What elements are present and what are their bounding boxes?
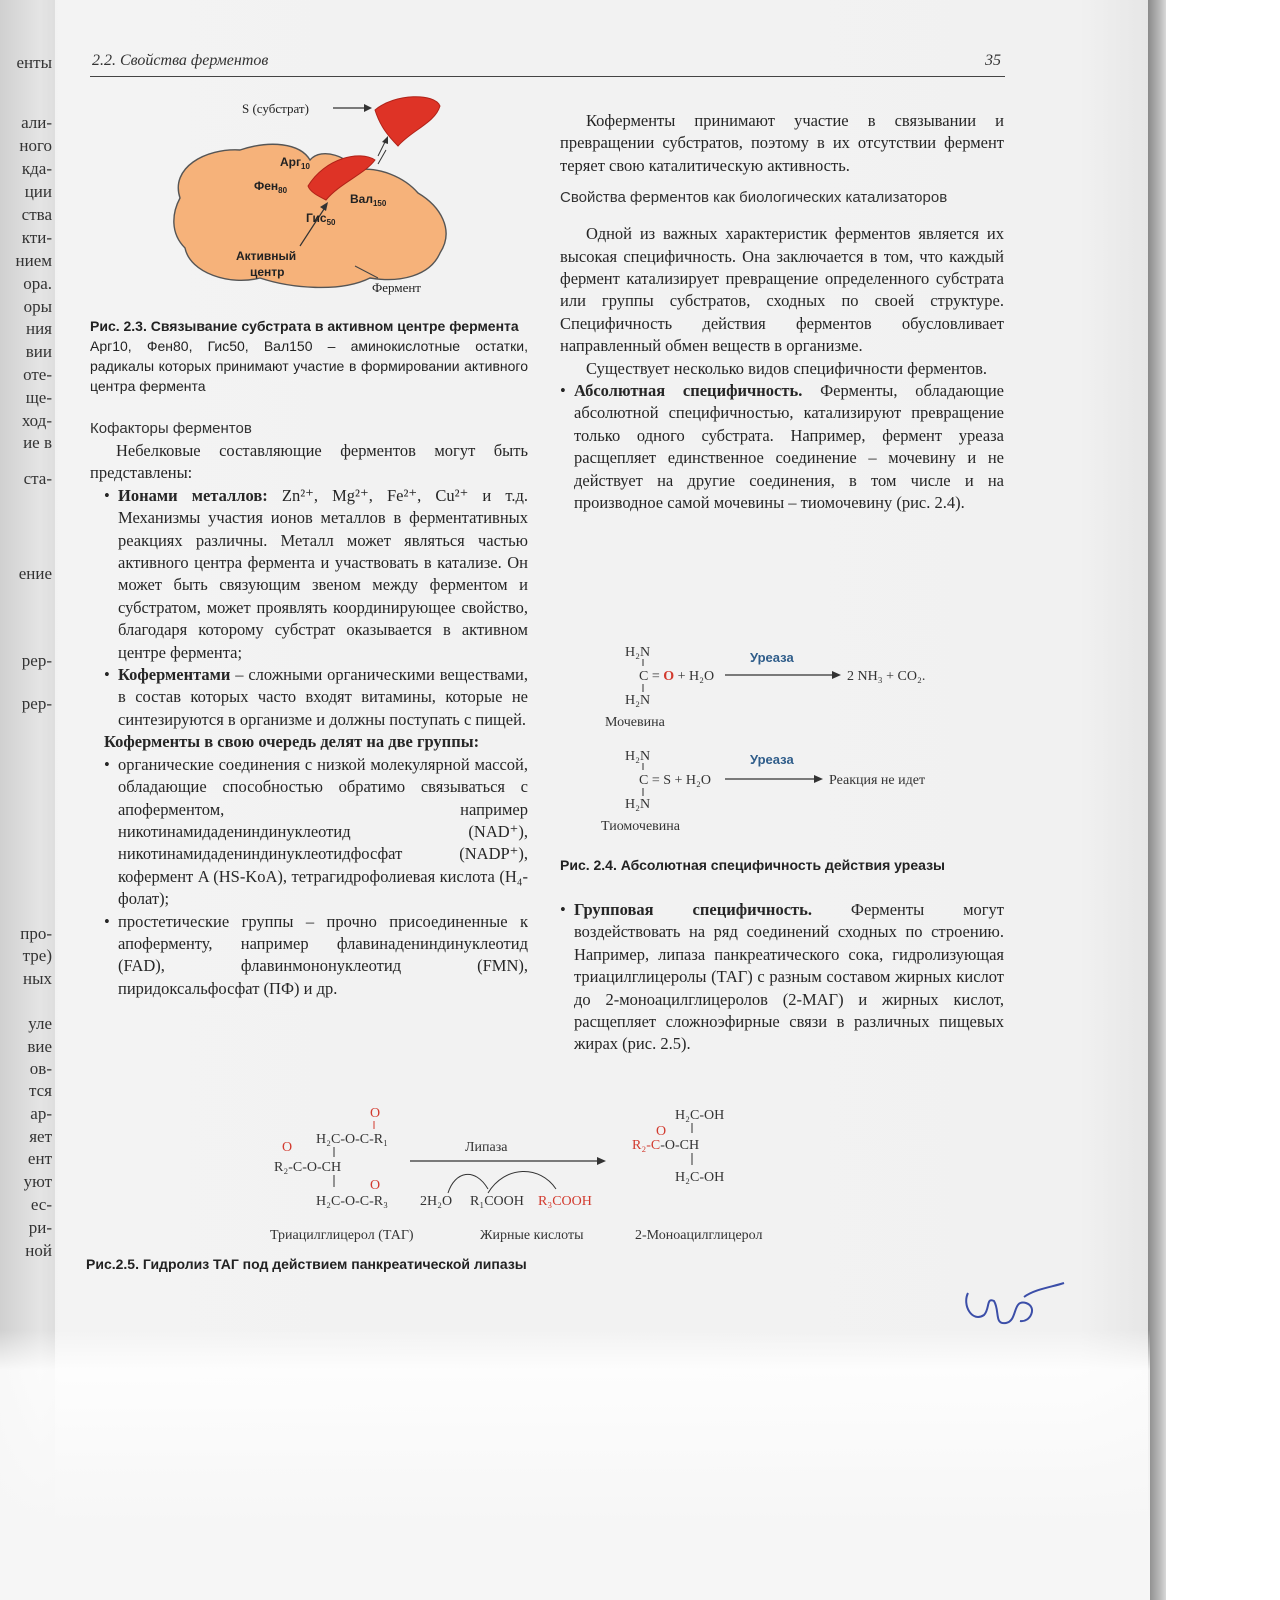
enzyme-label: Фермент: [372, 280, 421, 295]
gutter-fragment: ход-: [21, 411, 52, 430]
active-site-label-1: Активный: [236, 249, 297, 263]
figure-2-4-caption: Рис. 2.4. Абсолютная специфичность действия уреазы: [560, 857, 945, 873]
group-specificity-item: • Групповая специфичность. Ферменты могут воздействовать на ряд соединений сходных по строению. Например, липаза панкреатического сока, гидролизующая триацилглицеролы (ТАГ) с разным составом жирных кислот до 2-моноацилглицеролов (2-МАГ) и жирных кислот, расщепляет сложноэфирные связи в различных пищевых жирах (рис. 2.5).: [560, 899, 1004, 1056]
figure-2-5-tag-hydrolysis: [270, 1105, 790, 1245]
gutter-fragment: ной: [25, 1241, 52, 1260]
mag-name: 2-Моноацилглицерол: [635, 1228, 763, 1243]
tag-middle: R₂-C-O-CH: [274, 1160, 342, 1175]
gutter-fragment: ент: [27, 1149, 52, 1168]
figure-2-3-caption: Рис. 2.3. Связывание субстрата в активном центре фермента: [90, 318, 519, 334]
gutter-fragment: ного: [19, 136, 52, 155]
acid-r3: R₃COOH: [538, 1194, 592, 1209]
gutter-fragment: ри-: [28, 1218, 52, 1237]
properties-heading: Свойства ферментов как биологических катализаторов: [560, 189, 948, 207]
acid-r1: R₁COOH: [470, 1194, 524, 1209]
thiourea-nh2-bottom: H₂N: [625, 797, 651, 812]
water: 2H₂O: [420, 1194, 453, 1209]
mag-oxygen: O: [656, 1124, 667, 1139]
gutter-fragment: ста-: [23, 469, 52, 488]
gutter-fragment: ора.: [23, 274, 52, 293]
coenzymes-item: • Коферментами – сложными органическими веществами, в состав которых часто входят витамины, которые не синтезируются в организме и должны поступать с пищей.: [104, 664, 528, 731]
gutter-fragment: яет: [29, 1127, 52, 1146]
tag-oxygen-bottom: O: [370, 1178, 381, 1193]
coenzyme-group-1: • органические соединения с низкой молекулярной массой, обладающие способностью обратимо связываться с апоферментом, например никотинамидадениндинуклеотид (NAD⁺), никотинамидадениндинуклеотидфосфат (NADP⁺), кофермент A (HS-KoA), тетрагидрофолиевая кислота (H₄-фолат);: [104, 754, 528, 911]
thiourea-result: Реакция не идет: [829, 773, 926, 788]
cofactors-intro: Небелковые составляющие ферментов могут быть представлены:: [90, 441, 528, 483]
header-rule: [90, 76, 1005, 77]
urea-nh2-top: H₂N: [625, 645, 651, 660]
mag-top: H₂C-OH: [675, 1108, 725, 1123]
urea-name: Мочевина: [605, 715, 665, 730]
gutter-fragment: рер-: [21, 694, 52, 713]
figure-2-5-caption: Рис.2.5. Гидролиз ТАГ под действием панкреатической липазы: [86, 1256, 527, 1272]
gutter-fragment: ов-: [29, 1059, 52, 1078]
gutter-fragment: ных: [22, 969, 52, 988]
figure-2-4-urease-reactions: [595, 640, 995, 840]
urea-center: C = O + H₂O: [639, 669, 715, 684]
gutter-fragment: рер-: [21, 651, 52, 670]
urea-products: 2 NH₃ + CO₂.: [847, 669, 926, 684]
active-site-label-2: центр: [250, 265, 285, 279]
svg-text:Фен80: Фен$_{80}$: [254, 179, 288, 195]
tag-top: H₂C-O-C-R₁: [316, 1132, 388, 1147]
substrate-label: S (субстрат): [242, 101, 309, 116]
specificity-types-paragraph: Существует несколько видов специфичности ферментов.: [586, 358, 988, 378]
gutter-fragment: ще-: [25, 388, 52, 407]
gutter-fragment: оры: [23, 297, 52, 316]
svg-text:Арг10: Арг$_{10}$: [280, 155, 310, 171]
coenzyme-groups-heading: Коферменты в свою очередь делят на две группы:: [104, 732, 480, 752]
metals-item: • Ионами металлов: Zn²⁺, Mg²⁺, Fe²⁺, Cu²⁺ и т.д. Механизмы участия ионов металлов в ферментативных реакциях различны. Металл может являться частью активного центра фермента и участвовать в катализе. Он может быть связующим звеном между ферментом и субстратом, может проявлять координирующее свойство, благодаря которому субстрат оказывается в активном центре фермента;: [104, 485, 528, 664]
gutter-fragment: ение: [18, 564, 52, 583]
gutter-fragment: ар-: [30, 1104, 52, 1123]
mag-middle: R₂-C-O-CH: [632, 1138, 700, 1153]
residue-arg: Арг: [280, 155, 301, 169]
gutter-fragment: вие: [27, 1037, 52, 1056]
fatty-acids-name: Жирные кислоты: [480, 1228, 584, 1243]
tag-oxygen-mid: O: [282, 1140, 293, 1155]
page-number: 35: [985, 52, 1001, 69]
tag-name: Триацилглицерол (ТАГ): [270, 1228, 414, 1243]
lipase-label: Липаза: [465, 1140, 508, 1155]
thiourea-center: C = S + H₂O: [639, 773, 712, 788]
gutter-fragment: ния: [25, 319, 52, 338]
residue-val: Вал: [350, 192, 373, 206]
gutter-fragment: ции: [24, 182, 52, 201]
gutter-fragment: тре): [22, 946, 52, 965]
gutter-fragment: оте-: [23, 365, 52, 384]
figure-2-3-enzyme-diagram: [150, 88, 530, 298]
urea-nh2-bottom: H₂N: [625, 693, 651, 708]
substrate-shape: [375, 97, 440, 146]
figure-2-3-note: Арг10, Фен80, Гис50, Вал150 – аминокислотные остатки, радикалы которых принимают участие в формировании активного центра фермента: [90, 338, 528, 394]
coenzymes-paragraph: Коферменты принимают участие в связывании и превращении субстратов, поэтому в их отсутствии фермент теряет свою каталитическую активность.: [560, 111, 1004, 175]
urease-label-1: Уреаза: [750, 650, 794, 665]
page-edge-shadow: [1148, 0, 1166, 1600]
coenzyme-group-2: • простетические группы – прочно присоединенные к апоферменту, например флавинадениндинуклеотид (FAD), флавинмононуклеотид (FMN), пиридоксальфосфат (ПФ) и др.: [104, 911, 528, 1001]
gutter-fragment: ие в: [23, 433, 52, 452]
mag-bottom: H₂C-OH: [675, 1170, 725, 1185]
running-header: 2.2. Свойства ферментов: [92, 52, 269, 69]
scan-bottom-blank: [0, 1330, 1150, 1600]
gutter-fragment: про-: [20, 924, 52, 943]
gutter-fragment: али-: [21, 113, 52, 132]
urease-label-2: Уреаза: [750, 752, 794, 767]
absolute-specificity-item: • Абсолютная специфичность. Ферменты, обладающие абсолютной специфичностью, катализируют превращение только одного субстрата. Например, фермент уреаза расщепляет единственное соединение – мочевину и не действует на другие соединения, в том числе и на производное самой мочевины – тиомочевину (рис. 2.4).: [560, 380, 1004, 514]
tag-oxygen-top: O: [370, 1106, 381, 1121]
residue-phe: Фен: [254, 179, 279, 193]
gutter-fragment: енты: [16, 53, 52, 72]
gutter-fragment: уле: [28, 1014, 52, 1033]
cofactors-heading: Кофакторы ферментов: [90, 420, 252, 437]
gutter-fragment: нием: [15, 251, 52, 270]
svg-text:Гис50: Гис$_{50}$: [306, 211, 336, 227]
thiourea-nh2-top: H₂N: [625, 749, 651, 764]
gutter-fragment: ес-: [30, 1195, 52, 1214]
thiourea-name: Тиомочевина: [601, 819, 680, 834]
svg-text:Вал150: Вал$_{150}$: [350, 192, 387, 208]
gutter-fragment: кда-: [21, 159, 52, 178]
residue-his: Гис: [306, 211, 327, 225]
handwritten-mark: [960, 1275, 1070, 1335]
tag-bottom: H₂C-O-C-R₃: [316, 1194, 388, 1209]
gutter-fragment: уют: [23, 1172, 52, 1191]
gutter-fragment: тся: [28, 1081, 52, 1100]
specificity-paragraph: Одной из важных характеристик ферментов является их высокая специфичность. Она заключается в том, что каждый фермент катализирует превращение определенного субстрата или группы субстратов, сходных по своей структуре. Специфичность действия ферментов обусловливает направленный обмен веществ в организме.: [560, 224, 1004, 356]
gutter-fragment: ства: [21, 205, 52, 224]
gutter-fragment: вии: [25, 342, 52, 361]
gutter-fragment: кти-: [21, 228, 52, 247]
